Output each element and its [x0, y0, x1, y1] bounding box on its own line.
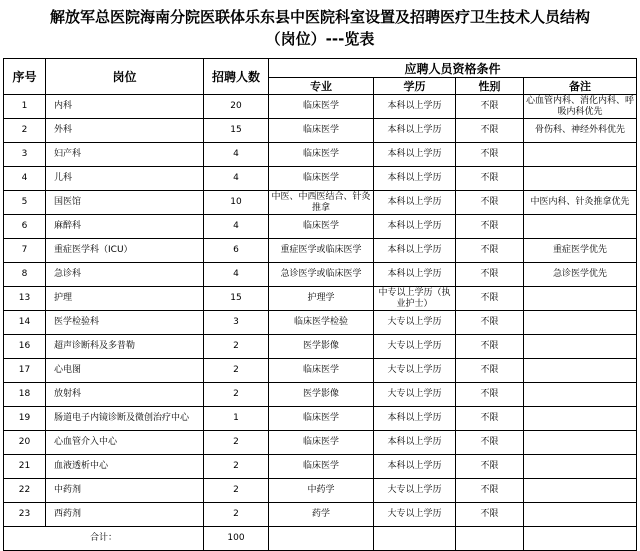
cell-position: 儿科	[46, 167, 204, 191]
table-row	[4, 167, 637, 191]
cell-education: 大专以上学历	[374, 359, 456, 383]
cell-major: 临床医学	[269, 167, 374, 191]
recruitment-table	[3, 58, 637, 551]
cell-remarks	[524, 143, 637, 167]
cell-position: 妇产科	[46, 143, 204, 167]
cell-count: 2	[204, 359, 269, 383]
cell-major: 临床医学	[269, 95, 374, 119]
cell-seq: 1	[4, 95, 46, 119]
cell-position: 麻醉科	[46, 215, 204, 239]
cell-major: 临床医学	[269, 143, 374, 167]
cell-seq: 6	[4, 215, 46, 239]
cell-gender: 不限	[456, 287, 524, 311]
cell-count: 20	[204, 95, 269, 119]
cell-gender: 不限	[456, 407, 524, 431]
total-label: 合计：	[4, 527, 204, 551]
cell-education: 大专以上学历	[374, 503, 456, 527]
cell-gender: 不限	[456, 359, 524, 383]
empty-cell	[456, 527, 524, 551]
cell-remarks	[524, 431, 637, 455]
cell-position: 超声诊断科及多普勒	[46, 335, 204, 359]
cell-seq: 16	[4, 335, 46, 359]
table-row	[4, 431, 637, 455]
cell-education: 本科以上学历	[374, 95, 456, 119]
cell-seq: 5	[4, 191, 46, 215]
table-row	[4, 503, 637, 527]
cell-remarks	[524, 455, 637, 479]
cell-major: 临床医学	[269, 215, 374, 239]
cell-count: 15	[204, 119, 269, 143]
cell-count: 1	[204, 407, 269, 431]
cell-position: 西药剂	[46, 503, 204, 527]
cell-seq: 3	[4, 143, 46, 167]
table-row	[4, 383, 637, 407]
cell-remarks	[524, 335, 637, 359]
cell-education: 本科以上学历	[374, 215, 456, 239]
table-row	[4, 479, 637, 503]
cell-count: 4	[204, 143, 269, 167]
cell-education: 本科以上学历	[374, 191, 456, 215]
cell-position: 肠道电子内镜诊断及微创治疗中心	[46, 407, 204, 431]
total-count: 100	[204, 527, 269, 551]
cell-education: 大专以上学历	[374, 479, 456, 503]
cell-position: 国医馆	[46, 191, 204, 215]
cell-major: 临床医学	[269, 407, 374, 431]
cell-education: 本科以上学历	[374, 119, 456, 143]
header-education: 学历	[374, 78, 456, 95]
cell-remarks	[524, 167, 637, 191]
cell-position: 血液透析中心	[46, 455, 204, 479]
cell-position: 心电图	[46, 359, 204, 383]
table-row	[4, 455, 637, 479]
cell-remarks	[524, 503, 637, 527]
cell-gender: 不限	[456, 191, 524, 215]
cell-remarks	[524, 359, 637, 383]
cell-count: 3	[204, 311, 269, 335]
cell-remarks	[524, 479, 637, 503]
header-count: 招聘人数	[204, 59, 269, 95]
cell-gender: 不限	[456, 239, 524, 263]
cell-major: 急诊医学或临床医学	[269, 263, 374, 287]
title-line-1: 解放军总医院海南分院医联体乐东县中医院科室设置及招聘医疗卫生技术人员结构	[49, 8, 590, 26]
cell-education: 大专以上学历	[374, 335, 456, 359]
cell-count: 10	[204, 191, 269, 215]
cell-count: 2	[204, 479, 269, 503]
cell-major: 医学影像	[269, 335, 374, 359]
cell-gender: 不限	[456, 383, 524, 407]
cell-education: 大专以上学历	[374, 311, 456, 335]
table-row	[4, 215, 637, 239]
cell-major: 中药学	[269, 479, 374, 503]
table-row	[4, 335, 637, 359]
cell-count: 6	[204, 239, 269, 263]
cell-gender: 不限	[456, 167, 524, 191]
cell-remarks	[524, 215, 637, 239]
cell-major: 临床医学	[269, 431, 374, 455]
table-row	[4, 143, 637, 167]
cell-education: 本科以上学历	[374, 431, 456, 455]
table-row	[4, 119, 637, 143]
cell-remarks	[524, 287, 637, 311]
table-row	[4, 191, 637, 215]
cell-gender: 不限	[456, 431, 524, 455]
cell-education: 本科以上学历	[374, 455, 456, 479]
table-row	[4, 95, 637, 119]
cell-seq: 23	[4, 503, 46, 527]
cell-seq: 18	[4, 383, 46, 407]
header-major: 专业	[269, 78, 374, 95]
cell-seq: 7	[4, 239, 46, 263]
cell-remarks: 心血管内科、消化内科、呼吸内科优先	[524, 95, 637, 119]
header-position: 岗位	[46, 59, 204, 95]
header-qualifications: 应聘人员资格条件	[269, 59, 637, 78]
table-row	[4, 407, 637, 431]
cell-remarks: 重症医学优先	[524, 239, 637, 263]
cell-count: 2	[204, 383, 269, 407]
empty-cell	[374, 527, 456, 551]
cell-major: 临床医学	[269, 119, 374, 143]
cell-major: 临床医学检验	[269, 311, 374, 335]
cell-major: 药学	[269, 503, 374, 527]
header-gender: 性别	[456, 78, 524, 95]
cell-gender: 不限	[456, 311, 524, 335]
cell-seq: 20	[4, 431, 46, 455]
cell-position: 医学检验科	[46, 311, 204, 335]
cell-major: 临床医学	[269, 455, 374, 479]
cell-gender: 不限	[456, 143, 524, 167]
table-row	[4, 239, 637, 263]
cell-major: 重症医学或临床医学	[269, 239, 374, 263]
cell-count: 4	[204, 263, 269, 287]
cell-position: 心血管介入中心	[46, 431, 204, 455]
cell-seq: 22	[4, 479, 46, 503]
cell-remarks	[524, 311, 637, 335]
cell-gender: 不限	[456, 95, 524, 119]
cell-position: 急诊科	[46, 263, 204, 287]
cell-education: 本科以上学历	[374, 239, 456, 263]
cell-gender: 不限	[456, 263, 524, 287]
cell-count: 15	[204, 287, 269, 311]
cell-remarks	[524, 383, 637, 407]
cell-position: 外科	[46, 119, 204, 143]
cell-count: 4	[204, 215, 269, 239]
cell-count: 2	[204, 455, 269, 479]
cell-major: 护理学	[269, 287, 374, 311]
cell-seq: 13	[4, 287, 46, 311]
cell-seq: 14	[4, 311, 46, 335]
cell-education: 本科以上学历	[374, 143, 456, 167]
cell-count: 2	[204, 335, 269, 359]
cell-position: 放射科	[46, 383, 204, 407]
cell-position: 内科	[46, 95, 204, 119]
header-remarks: 备注	[524, 78, 637, 95]
cell-count: 2	[204, 431, 269, 455]
cell-remarks: 骨伤科、神经外科优先	[524, 119, 637, 143]
empty-cell	[524, 527, 637, 551]
table-row	[4, 287, 637, 311]
document-title	[0, 6, 640, 50]
cell-remarks: 急诊医学优先	[524, 263, 637, 287]
cell-seq: 8	[4, 263, 46, 287]
table-row	[4, 263, 637, 287]
cell-major: 临床医学	[269, 359, 374, 383]
cell-seq: 17	[4, 359, 46, 383]
cell-gender: 不限	[456, 455, 524, 479]
cell-count: 4	[204, 167, 269, 191]
cell-major: 医学影像	[269, 383, 374, 407]
table-row	[4, 311, 637, 335]
cell-education: 本科以上学历	[374, 167, 456, 191]
title-line-2: （岗位）---览表	[265, 30, 375, 48]
cell-education: 大专以上学历	[374, 383, 456, 407]
cell-seq: 21	[4, 455, 46, 479]
cell-gender: 不限	[456, 479, 524, 503]
cell-gender: 不限	[456, 119, 524, 143]
empty-cell	[269, 527, 374, 551]
cell-gender: 不限	[456, 335, 524, 359]
header-seq: 序号	[4, 59, 46, 95]
cell-seq: 2	[4, 119, 46, 143]
total-row	[4, 527, 637, 551]
cell-position: 中药剂	[46, 479, 204, 503]
cell-major: 中医、中西医结合、针灸推拿	[269, 191, 374, 215]
cell-seq: 19	[4, 407, 46, 431]
cell-remarks	[524, 407, 637, 431]
cell-count: 2	[204, 503, 269, 527]
cell-position: 重症医学科（ICU）	[46, 239, 204, 263]
cell-education: 本科以上学历	[374, 263, 456, 287]
header-row-1	[4, 59, 637, 78]
cell-gender: 不限	[456, 215, 524, 239]
cell-education: 本科以上学历	[374, 407, 456, 431]
cell-gender: 不限	[456, 503, 524, 527]
cell-remarks: 中医内科、针灸推拿优先	[524, 191, 637, 215]
table-row	[4, 359, 637, 383]
cell-education: 中专以上学历（执业护士）	[374, 287, 456, 311]
cell-position: 护理	[46, 287, 204, 311]
cell-seq: 4	[4, 167, 46, 191]
